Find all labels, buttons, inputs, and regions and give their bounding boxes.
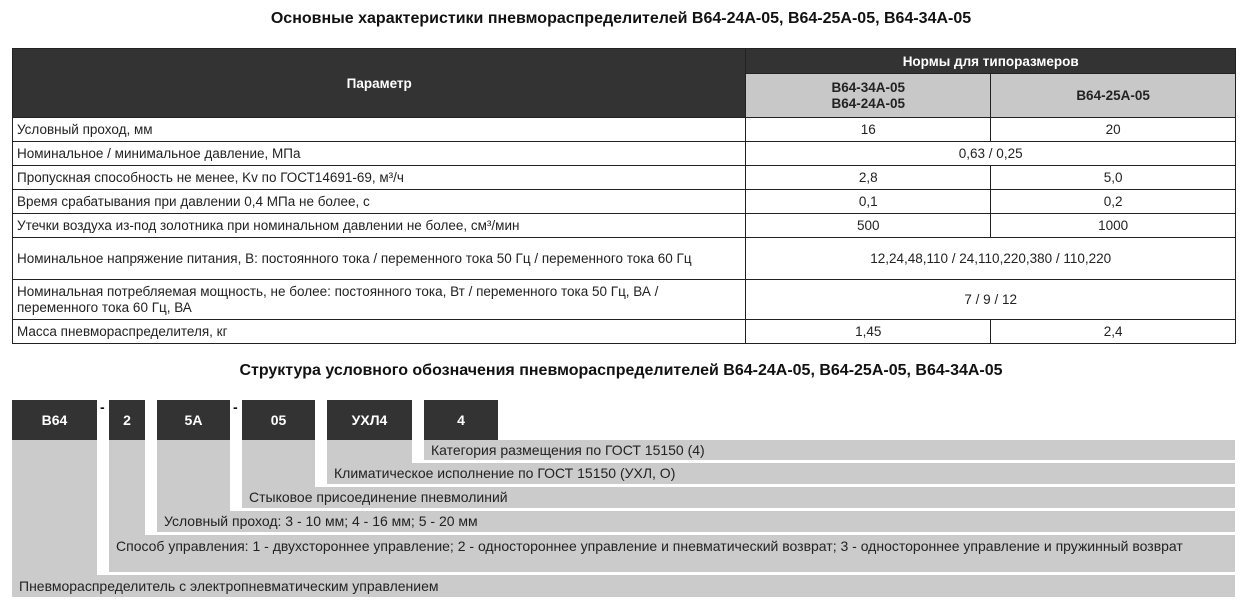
table-row: [13, 142, 1236, 166]
table-row: [13, 214, 1236, 238]
param-cell: Номинальная потребляемая мощность, не более: постоянного тока, Вт / переменного тока 50 Гц, ВА / переменного тока 60 Гц, ВА: [13, 280, 746, 320]
code-climate: УХЛ4: [327, 400, 412, 440]
value-cell: 0,1: [746, 190, 991, 214]
param-cell: Время срабатывания при давлении 0,4 МПа не более, с: [13, 190, 746, 214]
value-cell: 7 / 9 / 12: [746, 280, 1236, 320]
stem-bore: [157, 440, 230, 511]
param-cell: Номинальное / минимальное давление, МПа: [13, 142, 746, 166]
value-cell: 1,45: [746, 320, 991, 344]
param-cell: Пропускная способность не менее, Kv по ГОСТ14691-69, м³/ч: [13, 166, 746, 190]
desc-series: Пневмораспределитель с электропневматическим управлением: [12, 575, 1235, 597]
desc-control: Способ управления: 1 - двухстороннее управление; 2 - одностороннее управление и пневматический возврат; 3 - одностороннее управление и пружинный возврат: [109, 535, 1235, 572]
table-row: [13, 190, 1236, 214]
code-control: 2: [109, 400, 145, 440]
spec-title: Основные характеристики пневмораспределителей В64-24А-05, В64-25А-05, В64-34А-05: [270, 10, 972, 27]
stem-control: [109, 440, 145, 535]
separator-dash: -: [233, 399, 238, 415]
param-cell: Условный проход, мм: [13, 118, 746, 142]
value-cell: 16: [746, 118, 991, 142]
value-cell: 1000: [991, 214, 1236, 238]
table-row: [13, 238, 1236, 280]
param-cell: Номинальное напряжение питания, В: постоянного тока / переменного тока 50 Гц / переменного тока 60 Гц: [13, 238, 746, 280]
desc-category: Категория размещения по ГОСТ 15150 (4): [424, 440, 1235, 460]
value-cell: 2,8: [746, 166, 991, 190]
stem-connection: [242, 440, 315, 487]
designation-title: Структура условного обозначения пневмораспределителей В64-24А-05, В64-25А-05, В64-34А-05: [239, 362, 1003, 379]
code-series: В64: [12, 400, 97, 440]
code-connection: 05: [242, 400, 315, 440]
table-row: [13, 320, 1236, 344]
table-row: [13, 118, 1236, 142]
stem-series: [12, 440, 97, 575]
desc-connection: Стыковое присоединение пневмолиний: [242, 487, 1235, 508]
value-cell: 20: [991, 118, 1236, 142]
code-category: 4: [424, 400, 498, 440]
value-cell: 0,63 / 0,25: [746, 142, 1236, 166]
param-cell: Масса пневмораспределителя, кг: [13, 320, 746, 344]
stem-climate: [327, 440, 412, 463]
param-cell: Утечки воздуха из-под золотника при номинальном давлении не более, см³/мин: [13, 214, 746, 238]
param-header: Параметр: [13, 49, 746, 118]
norms-header: Нормы для типоразмеров: [746, 49, 1236, 74]
code-bore: 5А: [157, 400, 230, 440]
value-cell: 5,0: [991, 166, 1236, 190]
table-row: [13, 280, 1236, 320]
separator-dash: -: [100, 399, 105, 415]
spec-table: [12, 48, 1236, 344]
value-cell: 2,4: [991, 320, 1236, 344]
desc-climate: Климатическое исполнение по ГОСТ 15150 (УХЛ, О): [327, 463, 1235, 484]
table-row: [13, 166, 1236, 190]
model-header-2: В64-25А-05: [991, 74, 1236, 118]
value-cell: 0,2: [991, 190, 1236, 214]
value-cell: 500: [746, 214, 991, 238]
desc-bore: Условный проход: 3 - 10 мм; 4 - 16 мм; 5 - 20 мм: [157, 511, 1235, 532]
value-cell: 12,24,48,110 / 24,110,220,380 / 110,220: [746, 238, 1236, 280]
model-header-1: В64-34А-05 В64-24А-05: [746, 74, 991, 118]
